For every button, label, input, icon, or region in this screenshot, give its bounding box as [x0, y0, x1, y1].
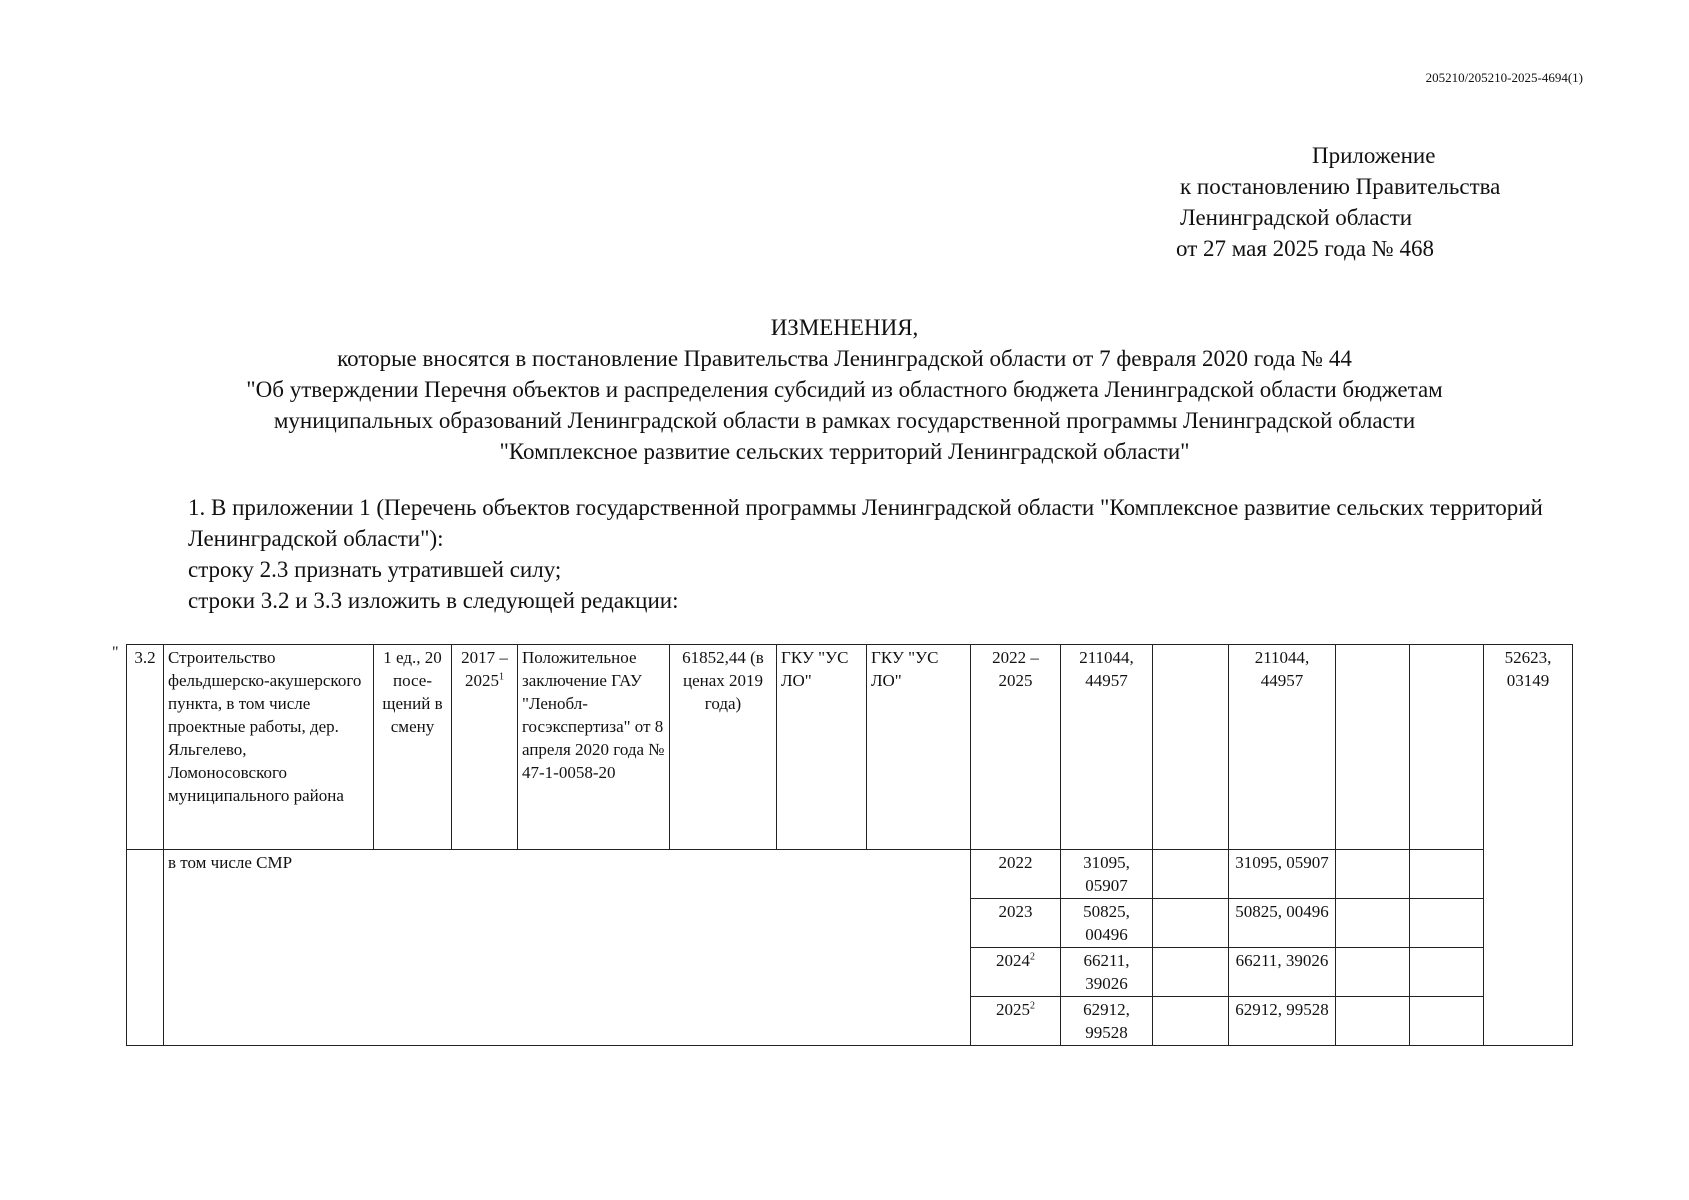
smr-regional-cell: 31095, 05907 [1229, 850, 1336, 899]
body-line-2: строку 2.3 признать утратившей силу; [188, 557, 562, 582]
years-value: 2017 – 2025 [461, 648, 508, 690]
smr-total-cell: 66211, 39026 [1061, 948, 1153, 997]
empty-cell [1336, 997, 1410, 1046]
empty-cell [1336, 850, 1410, 899]
table-row [127, 645, 1573, 850]
empty-cell [1410, 997, 1484, 1046]
empty-cell [1153, 850, 1229, 899]
smr-label-cell: в том числе СМР [164, 850, 971, 1046]
document-number: 205210/205210-2025-4694(1) [1425, 70, 1583, 85]
years-cell [452, 645, 518, 850]
smr-regional-cell: 62912, 99528 [1229, 997, 1336, 1046]
opening-quote: " [112, 644, 119, 661]
smr-regional-cell: 50825, 00496 [1229, 899, 1336, 948]
empty-cell [1410, 645, 1484, 850]
body-line-3: строки 3.2 и 3.3 изложить в следующей редакции: [188, 588, 679, 613]
smr-total-cell: 50825, 00496 [1061, 899, 1153, 948]
empty-cell [1336, 899, 1410, 948]
table-row [127, 850, 1573, 899]
smr-total-cell: 31095, 05907 [1061, 850, 1153, 899]
period-cell: 2022 – 2025 [971, 645, 1061, 850]
blank-number-cell [127, 850, 164, 1046]
appendix-line-2: к постановлению Правительства [1180, 174, 1501, 199]
years-footnote: 1 [499, 671, 504, 683]
cost-cell: 61852,44 (в ценах 2019 года) [670, 645, 777, 850]
appendix-line-3: Ленинградской области [1180, 205, 1413, 230]
last-column-cell: 52623, 03149 [1484, 645, 1573, 1046]
smr-year-cell: 2022 [971, 850, 1061, 899]
objects-table [126, 644, 1573, 1046]
empty-cell [1336, 645, 1410, 850]
empty-cell [1410, 850, 1484, 899]
empty-cell [1153, 997, 1229, 1046]
appendix-header [1176, 140, 1501, 264]
title-heading: ИЗМЕНЕНИЯ, [770, 315, 919, 340]
empty-cell [1410, 948, 1484, 997]
capacity-cell: 1 ед., 20 посе-щений в смену [374, 645, 452, 850]
row-number-cell: 3.2 [127, 645, 164, 850]
empty-cell [1153, 899, 1229, 948]
expertise-cell: Положительное заключение ГАУ "Ленобл-госэкспертиза" от 8 апреля 2020 года № 47-1-0058-20 [518, 645, 670, 850]
smr-year-cell: 2025$^2$ [971, 997, 1061, 1046]
title-line-2: "Об утверждении Перечня объектов и распределения субсидий из областного бюджета Ленинградской области бюджетам [246, 377, 1443, 402]
regional-cell: 211044, 44957 [1229, 645, 1336, 850]
title-line-1: которые вносятся в постановление Правительства Ленинградской области от 7 февраля 2020 года № 44 [337, 346, 1352, 371]
smr-year-cell: 2023 [971, 899, 1061, 948]
appendix-line-1: Приложение [1312, 143, 1436, 168]
total-cell: 211044, 44957 [1061, 645, 1153, 850]
object-name-cell: Строительство фельдшерско-акушерского пункта, в том числе проектные работы, дер. Яльгелево, Ломоносовского муниципального района [164, 645, 374, 850]
smr-total-cell: 62912, 99528 [1061, 997, 1153, 1046]
empty-cell [1410, 899, 1484, 948]
smr-year-cell: 2024$^2$ [971, 948, 1061, 997]
empty-cell [1153, 948, 1229, 997]
appendix-line-4: от 27 мая 2025 года № 468 [1176, 236, 1434, 261]
title-block [0, 312, 1689, 467]
empty-cell [1153, 645, 1229, 850]
title-line-3: муниципальных образований Ленинградской области в рамках государственной программы Ленинградской области [273, 408, 1416, 433]
body-text [112, 492, 1588, 616]
customer-cell: ГКУ "УС ЛО" [777, 645, 867, 850]
body-paragraph-1: 1. В приложении 1 (Перечень объектов государственной программы Ленинградской области "Комплексное развитие сельских территорий Ленинградской области"): [188, 495, 1543, 551]
developer-cell: ГКУ "УС ЛО" [867, 645, 971, 850]
title-line-4: "Комплексное развитие сельских территорий Ленинградской области" [499, 439, 1190, 464]
smr-regional-cell: 66211, 39026 [1229, 948, 1336, 997]
empty-cell [1336, 948, 1410, 997]
